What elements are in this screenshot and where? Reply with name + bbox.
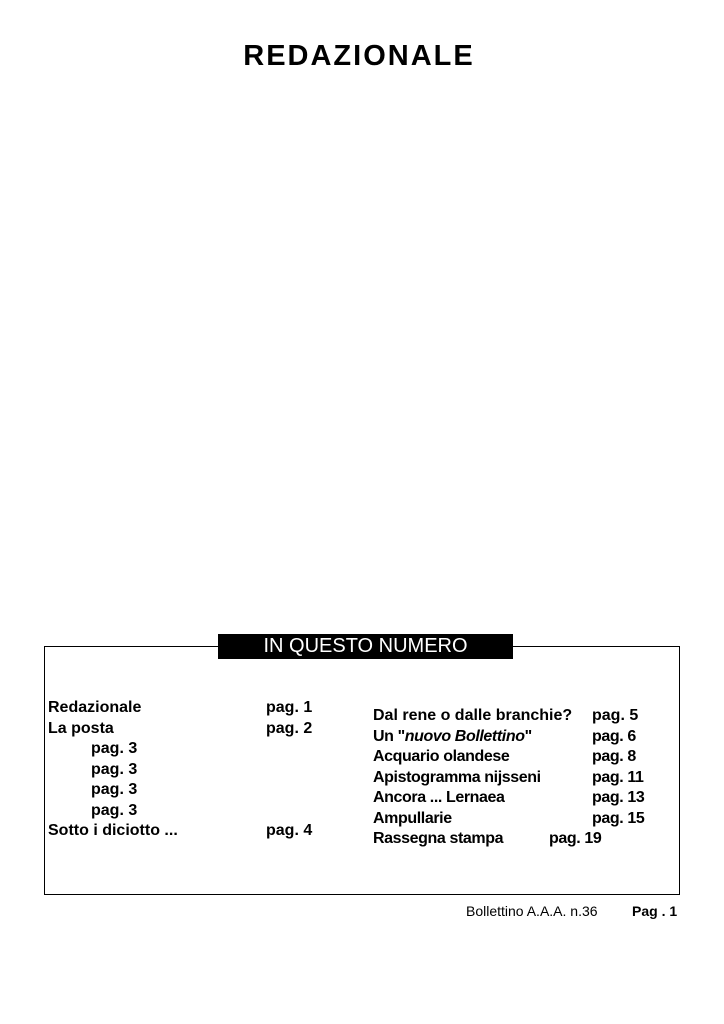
toc-entry-page: pag. 6 <box>592 727 636 745</box>
toc-entry-title-prefix: Un " <box>373 727 405 745</box>
toc-entry-page: pag. 8 <box>592 748 636 765</box>
page-title: REDAZIONALE <box>243 40 475 72</box>
toc-entry-title: Dal rene o dalle branchie? <box>373 707 573 724</box>
toc-entry <box>48 801 338 822</box>
toc-entry <box>373 788 673 809</box>
toc-entry-page: pag. 15 <box>592 809 645 827</box>
toc-header: IN QUESTO NUMERO <box>218 634 513 659</box>
toc-entry-title <box>373 727 532 748</box>
toc-entry-title: Ancora ... Lernaea <box>373 789 505 806</box>
toc-right-column <box>373 706 673 850</box>
toc-entry-page: pag. 13 <box>592 789 645 806</box>
footer-publication: Bollettino A.A.A. n.36 <box>466 903 598 919</box>
toc-entry-page: pag. 11 <box>592 768 644 786</box>
toc-entry <box>48 821 338 842</box>
toc-entry <box>48 760 338 781</box>
footer-page-number: Pag . 1 <box>632 903 678 919</box>
toc-entry-page: pag. 3 <box>91 760 138 778</box>
toc-entry-page: pag. 3 <box>91 801 138 819</box>
toc-entry-title: Acquario olandese <box>373 748 510 765</box>
toc-entry <box>48 698 338 719</box>
toc-entry-title: Redazionale <box>48 699 142 716</box>
toc-entry <box>373 809 673 830</box>
toc-entry-title: Sotto i diciotto ... <box>48 822 178 839</box>
toc-left-column <box>48 698 338 842</box>
toc-entry-page: pag. 3 <box>91 781 138 798</box>
toc-entry <box>48 719 338 740</box>
toc-entry-title: Rassegna stampa <box>373 830 504 847</box>
toc-entry <box>373 829 673 850</box>
toc-entry-title-suffix: " <box>524 727 532 745</box>
toc-entry-page: pag. 19 <box>549 830 602 847</box>
toc-entry-page: pag. 1 <box>266 699 313 716</box>
toc-entry <box>48 739 338 760</box>
toc-entry-page: pag. 2 <box>266 719 313 737</box>
toc-entry <box>373 768 673 789</box>
toc-entry-page: pag. 3 <box>91 740 138 757</box>
toc-entry <box>373 727 673 748</box>
toc-entry-title: La posta <box>48 719 114 737</box>
toc-entry <box>373 747 673 768</box>
toc-entry-title-emphasis: nuovo Bollettino <box>404 727 525 745</box>
toc-entry-page: pag. 5 <box>592 707 639 724</box>
toc-entry-page: pag. 4 <box>266 822 313 839</box>
toc-entry-title: Apistogramma nijsseni <box>373 768 541 786</box>
toc-entry-title: Ampullarie <box>373 809 452 827</box>
toc-entry <box>48 780 338 801</box>
toc-entry <box>373 706 673 727</box>
